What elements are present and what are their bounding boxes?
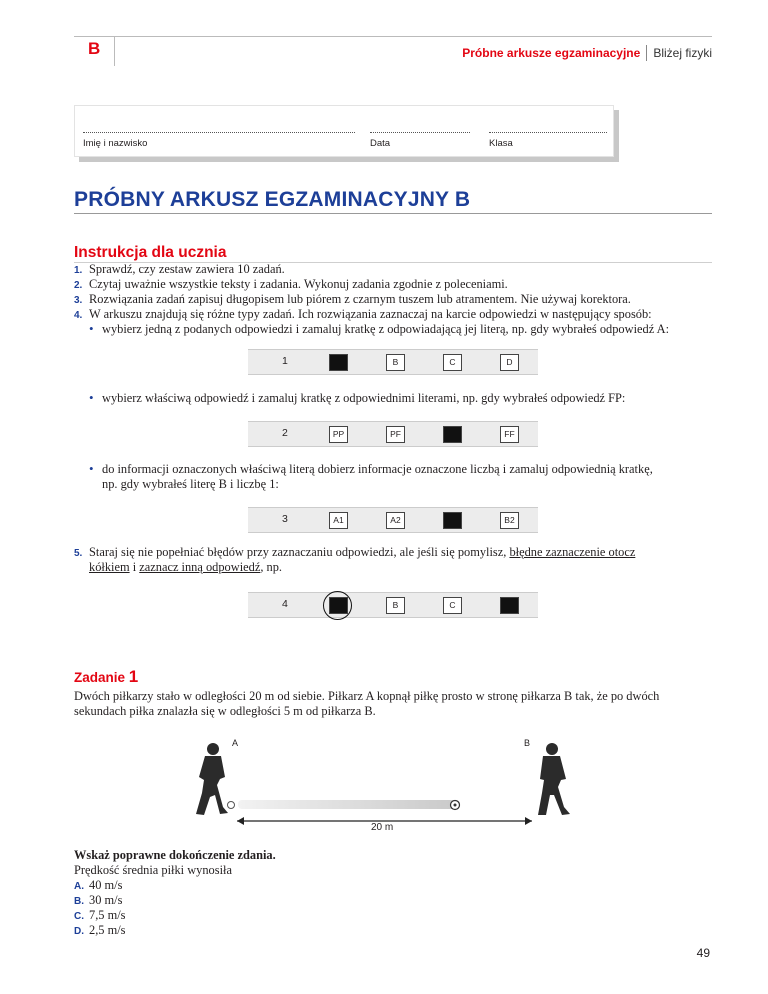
- answer-box[interactable]: A1: [329, 512, 348, 529]
- correction-circle: [323, 591, 352, 620]
- header-rule: [74, 36, 712, 37]
- page-title: PRÓBNY ARKUSZ EGZAMINACYJNY B: [74, 188, 471, 211]
- instruction-bullet: do informacji oznaczonych właściwą literą dobierz informacje oznaczone liczbą i zamaluj odpowiednią kratkę,: [102, 462, 653, 476]
- task-text: Dwóch piłkarzy stało w odległości 20 m od siebie. Piłkarz A kopnął piłkę prosto w stronę piłkarza B tak, że po dwóch: [74, 689, 660, 703]
- instruction-item-cont: [89, 560, 282, 576]
- row-number: 3: [282, 513, 288, 525]
- name-label: Imię i nazwisko: [83, 138, 148, 149]
- option-a[interactable]: 40 m/s: [89, 878, 123, 892]
- player-a-icon: [196, 743, 228, 815]
- arrow-left-icon: [237, 817, 244, 825]
- underlined-text: błędne zaznaczenie otocz: [509, 545, 636, 559]
- row-number: 4: [282, 598, 288, 610]
- item-number: 2.: [74, 280, 83, 291]
- instruction-item: Czytaj uważnie wszystkie teksty i zadania. Wykonuj zadania zgodnie z poleceniami.: [89, 277, 508, 291]
- class-label: Klasa: [489, 138, 513, 149]
- answer-box-filled[interactable]: [443, 426, 462, 443]
- header-right: [462, 45, 712, 61]
- header-letter: B: [88, 39, 101, 58]
- underlined-text: zaznacz inną odpowiedź: [139, 560, 261, 574]
- row-number: 1: [282, 355, 288, 367]
- answer-row-example: [248, 349, 538, 375]
- option-b[interactable]: 30 m/s: [89, 893, 123, 907]
- answer-box[interactable]: C: [443, 597, 462, 614]
- instruction-item: W arkuszu znajdują się różne typy zadań. Ich rozwiązania zaznaczaj na karcie odpowiedzi w następujący sposób:: [89, 307, 652, 321]
- answer-box[interactable]: B2: [500, 512, 519, 529]
- answer-box[interactable]: A2: [386, 512, 405, 529]
- answer-row-example: [248, 507, 538, 533]
- bullet: •: [89, 390, 94, 405]
- title-rule: [74, 213, 712, 214]
- header-book: Bliżej fizyki: [653, 46, 712, 60]
- instruction-item: Rozwiązania zadań zapisuj długopisem lub piórem z czarnym tuszem lub atramentem. Nie używaj korektora.: [89, 292, 631, 306]
- instruction-bullet: wybierz jedną z podanych odpowiedzi i zamaluj kratkę z odpowiadającą jej literą, np. gdy wybrałeś odpowiedź A:: [102, 322, 670, 336]
- task-label: Zadanie: [74, 670, 129, 685]
- answer-box[interactable]: D: [500, 354, 519, 371]
- instruction-item: Sprawdź, czy zestaw zawiera 10 zadań.: [89, 262, 285, 276]
- task-instruction: Wskaż poprawne dokończenie zdania.: [74, 848, 276, 862]
- date-field[interactable]: [370, 132, 470, 133]
- answer-box-filled[interactable]: [500, 597, 519, 614]
- answer-box[interactable]: B: [386, 354, 405, 371]
- task-stem: Prędkość średnia piłki wynosiła: [74, 863, 232, 877]
- option-d[interactable]: 2,5 m/s: [89, 923, 126, 937]
- student-info-box: [74, 105, 614, 157]
- header-separator: [646, 45, 647, 61]
- soccer-illustration: [190, 735, 580, 835]
- option-letter: B.: [74, 896, 84, 907]
- player-b-label: B: [524, 738, 531, 748]
- page-number: 49: [696, 946, 710, 960]
- instruction-bullet: np. gdy wybrałeś literę B i liczbę 1:: [102, 477, 279, 491]
- answer-box[interactable]: PF: [386, 426, 405, 443]
- item-number: 4.: [74, 310, 83, 321]
- bullet: •: [89, 461, 94, 476]
- item-text: Staraj się nie popełniać błędów przy zaznaczaniu odpowiedzi, ale jeśli się pomylisz,: [89, 545, 510, 559]
- option-letter: A.: [74, 881, 84, 892]
- arrow-right-icon: [525, 817, 532, 825]
- distance-label: 20 m: [371, 822, 394, 833]
- item-number: 5.: [74, 548, 83, 559]
- row-number: 2: [282, 427, 288, 439]
- task-heading: [74, 667, 138, 687]
- ball-trail: [238, 800, 460, 809]
- answer-row-example: [248, 592, 538, 618]
- answer-box-filled[interactable]: [443, 512, 462, 529]
- task-number: 1: [128, 667, 139, 686]
- instruction-item: [89, 545, 715, 561]
- player-b-icon: [538, 743, 570, 815]
- header-series: Próbne arkusze egzaminacyjne: [462, 46, 641, 60]
- option-letter: D.: [74, 926, 84, 937]
- item-text: i: [129, 560, 140, 574]
- date-label: Data: [370, 138, 391, 149]
- option-letter: C.: [74, 911, 84, 922]
- bullet: •: [89, 321, 94, 336]
- task-text: sekundach piłka znalazła się w odległości 5 m od piłkarza B.: [74, 704, 376, 718]
- item-number: 1.: [74, 265, 83, 276]
- item-text: , np.: [260, 560, 283, 574]
- underlined-text: kółkiem: [89, 560, 130, 574]
- player-a-label: A: [232, 738, 239, 748]
- answer-box[interactable]: PP: [329, 426, 348, 443]
- answer-box[interactable]: B: [386, 597, 405, 614]
- answer-box-filled[interactable]: [329, 354, 348, 371]
- answer-row-example: [248, 421, 538, 447]
- name-field[interactable]: [83, 132, 355, 133]
- instructions-heading: Instrukcja dla ucznia: [74, 244, 227, 261]
- option-c[interactable]: 7,5 m/s: [89, 908, 126, 922]
- class-field[interactable]: [489, 132, 607, 133]
- instruction-bullet: wybierz właściwą odpowiedź i zamaluj kratkę z odpowiednimi literami, np. gdy wybrałeś odpowiedź FP:: [102, 391, 626, 405]
- ball-start-icon: [228, 802, 235, 809]
- item-number: 3.: [74, 295, 83, 306]
- answer-box[interactable]: FF: [500, 426, 519, 443]
- answer-box[interactable]: C: [443, 354, 462, 371]
